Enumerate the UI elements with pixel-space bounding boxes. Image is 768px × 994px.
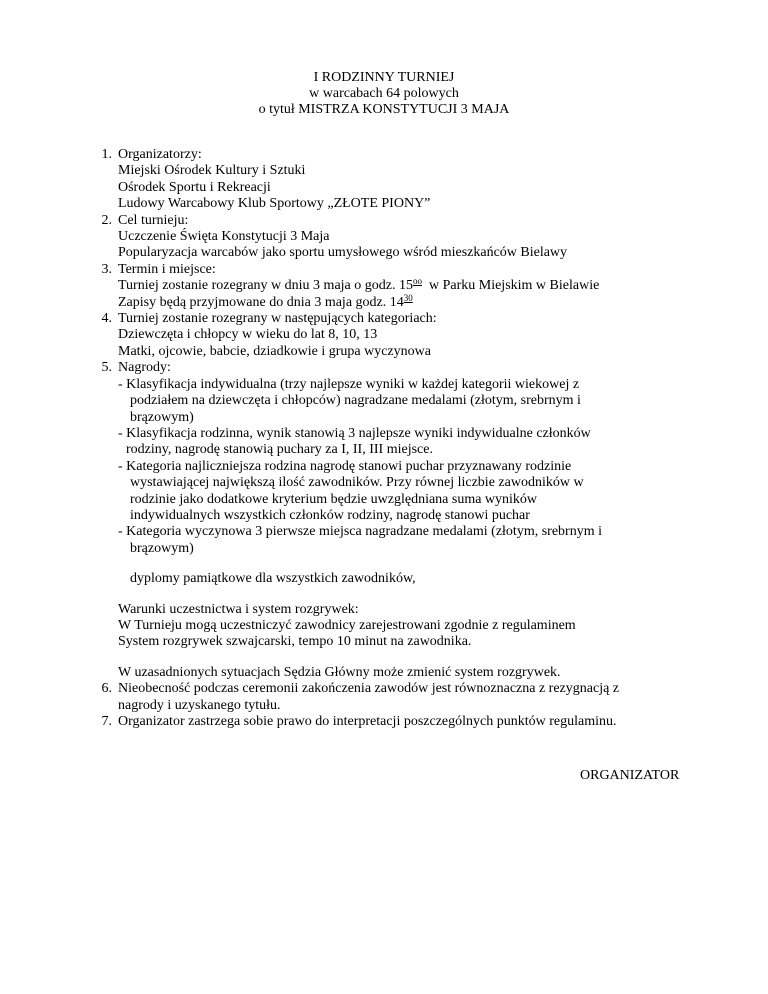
rules-list bbox=[88, 147, 688, 730]
bullet-continuation: rodziny, nagrodę stanowią puchary za I, II, III miejsce. bbox=[126, 442, 433, 458]
item-line: nagrody i uzyskanego tytułu. bbox=[118, 697, 281, 713]
item-number: 6. bbox=[101, 681, 112, 697]
bullet-first-line: - Klasyfikacja indywidualna (trzy najlepsze wyniki w każdej kategorii wiekowej z bbox=[118, 376, 580, 392]
conditions-line: W Turnieju mogą uczestniczyć zawodnicy zarejestrowani zgodnie z regulaminem bbox=[118, 617, 576, 633]
item-number: 5. bbox=[101, 360, 112, 376]
item-number: 2. bbox=[101, 212, 112, 228]
item-line: Nieobecność podczas ceremonii zakończenia zawodów jest równoznaczna z rezygnacją z bbox=[118, 681, 620, 697]
list-item-interpretation bbox=[88, 714, 688, 730]
item-line: Matki, ojcowie, babcie, dziadkowie i grupa wyczynowa bbox=[118, 343, 431, 359]
prize-bullet-largest-family bbox=[118, 459, 688, 525]
start-time-text: Turniej zostanie rozegrany w dniu 3 maja o godz. 15 bbox=[118, 278, 413, 294]
item-line: Organizator zastrzega sobie prawo do interpretacji poszczególnych punktów regulaminu. bbox=[118, 714, 617, 729]
document-title bbox=[0, 70, 768, 118]
prize-bullet-competitive bbox=[118, 524, 688, 557]
item-number: 4. bbox=[101, 311, 112, 327]
bullet-first-line: - Klasyfikacja rodzinna, wynik stanowią 3 najlepsze wyniki indywidualne członków bbox=[118, 425, 591, 441]
registration-minutes: 30 bbox=[403, 292, 413, 303]
item-heading: Turniej zostanie rozegrany w następujących kategoriach: bbox=[118, 311, 437, 327]
item-line: Uczczenie Święta Konstytucji 3 Maja bbox=[118, 229, 330, 245]
list-item-goal bbox=[88, 213, 688, 262]
bullet-continuation: podziałem na dziewczęta i chłopców) nagradzane medalami (złotym, srebrnym i bbox=[130, 393, 581, 409]
bullet-continuation: wystawiającej największą ilość zawodników. Przy równej liczbie zawodników w bbox=[130, 475, 584, 491]
item-heading: Termin i miejsce: bbox=[118, 261, 216, 277]
bullet-first-line: - Kategoria najliczniejsza rodzina nagrodę stanowi puchar przyznawany rodzinie bbox=[118, 458, 572, 474]
item-line: Ośrodek Sportu i Rekreacji bbox=[118, 179, 271, 195]
list-item-categories bbox=[88, 311, 688, 360]
prize-bullet-family bbox=[118, 426, 688, 459]
bullet-continuation: brązowym) bbox=[130, 540, 194, 556]
list-item-date-place bbox=[88, 262, 688, 311]
item-line: Ludowy Warcabowy Klub Sportowy „ZŁOTE PIONY” bbox=[118, 196, 431, 212]
bullet-continuation: indywidualnych wszystkich członków rodziny, nagrodę stanowi puchar bbox=[130, 507, 530, 523]
bullet-first-line: - Kategoria wyczynowa 3 pierwsze miejsca nagradzane medalami (złotym, srebrnym i bbox=[118, 524, 602, 540]
conditions-line: System rozgrywek szwajcarski, tempo 10 minut na zawodnika. bbox=[118, 634, 472, 650]
item-heading: Cel turnieju: bbox=[118, 212, 189, 228]
diplomas-note: dyplomy pamiątkowe dla wszystkich zawodników, bbox=[130, 571, 416, 587]
judge-note: W uzasadnionych sytuacjach Sędzia Główny może zmienić system rozgrywek. bbox=[118, 664, 561, 680]
bullet-continuation: rodzinie jako dodatkowe kryterium będzie uwzględniana suma wyników bbox=[130, 491, 538, 507]
signature: ORGANIZATOR bbox=[580, 768, 680, 783]
bullet-continuation: brązowym) bbox=[130, 409, 194, 425]
conditions-heading: Warunki uczestnictwa i system rozgrywek: bbox=[118, 601, 359, 617]
prize-bullet-individual bbox=[118, 377, 688, 426]
start-place-text: w Parku Miejskim w Bielawie bbox=[421, 278, 600, 294]
item-line: Miejski Ośrodek Kultury i Sztuki bbox=[118, 163, 306, 179]
start-time-minutes: oo bbox=[412, 276, 422, 287]
title-line-1: I RODZINNY TURNIEJ bbox=[313, 70, 455, 85]
list-item-prizes bbox=[88, 360, 688, 681]
item-line: Dziewczęta i chłopcy w wieku do lat 8, 10, 13 bbox=[118, 327, 378, 343]
item-number: 1. bbox=[101, 147, 112, 162]
list-item-organizers bbox=[88, 147, 688, 213]
item-heading: Organizatorzy: bbox=[118, 147, 202, 162]
item-number: 7. bbox=[101, 714, 112, 729]
item-heading: Nagrody: bbox=[118, 360, 171, 376]
list-item-absence bbox=[88, 681, 688, 714]
title-line-3: o tytuł MISTRZA KONSTYTUCJI 3 MAJA bbox=[258, 102, 510, 117]
item-number: 3. bbox=[101, 261, 112, 277]
registration-text: Zapisy będą przyjmowane do dnia 3 maja godz. 14 bbox=[118, 294, 404, 310]
title-line-2: w warcabach 64 polowych bbox=[309, 86, 459, 101]
item-line: Popularyzacja warcabów jako sportu umysłowego wśród mieszkańców Bielawy bbox=[118, 245, 568, 261]
item-line-registration bbox=[118, 292, 688, 311]
